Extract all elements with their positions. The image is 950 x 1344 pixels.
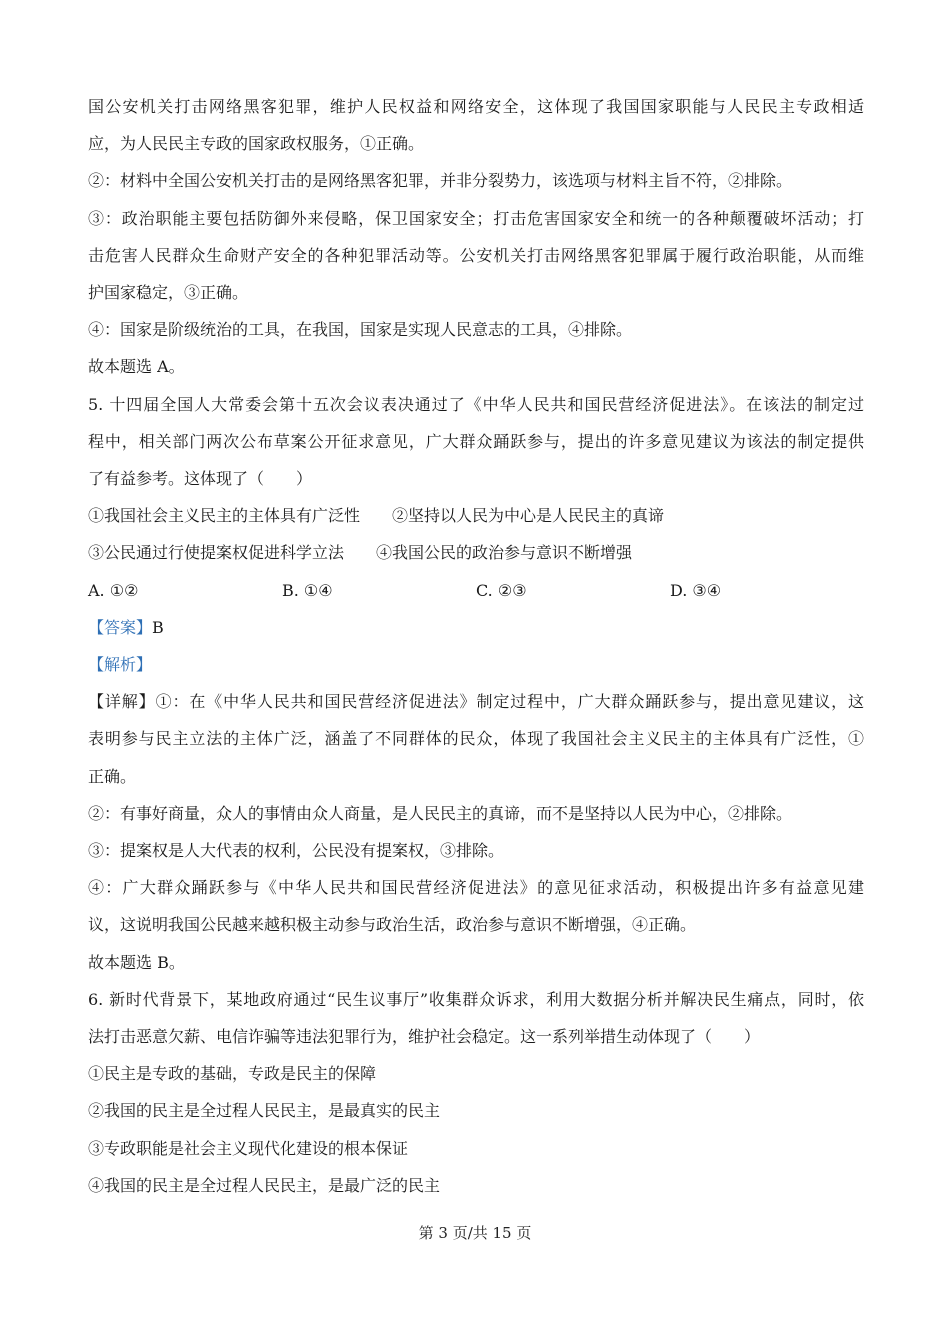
- body-line: 故本题选 A。: [88, 357, 185, 377]
- body-line: 应，为人民民主专政的国家政权服务，①正确。: [88, 134, 425, 154]
- detail-line: 表明参与民主立法的主体广泛，涵盖了不同群体的民众，体现了我国社会主义民主的主体具有广泛性，①: [88, 729, 864, 749]
- detail-line: ①民主是专政的基础，专政是民主的保障: [88, 1064, 377, 1084]
- answer-line: [88, 609, 864, 646]
- body-line: 程中，相关部门两次公布草案公开征求意见，广大群众踊跃参与，提出的许多意见建议为该法的制定提供: [88, 431, 864, 451]
- detail-line: 法打击恶意欠薪、电信诈骗等违法犯罪行为，维护社会稳定。这一系列举措生动体现了（ ）: [88, 1027, 761, 1047]
- q5-option-a: A. ①②: [88, 580, 139, 600]
- detail-line: 议，这说明我国公民越来越积极主动参与政治生活，政治参与意识不断增强，④正确。: [88, 915, 697, 935]
- body-line: 5. 十四届全国人大常委会第十五次会议表决通过了《中华人民共和国民营经济促进法》。在该法的制定过: [88, 394, 864, 414]
- answer-tag: 【答案】: [88, 617, 153, 637]
- text-block-detail: [88, 683, 864, 1204]
- detail-line: ④：广大群众踊跃参与《中华人民共和国民营经济促进法》的意见征求活动，积极提出许多有益意见建: [88, 878, 864, 898]
- page-content: [88, 88, 864, 1204]
- body-line: ④：国家是阶级统治的工具，在我国，国家是实现人民意志的工具，④排除。: [88, 320, 633, 340]
- body-line: ②：材料中全国公安机关打击的是网络黑客犯罪，并非分裂势力，该选项与材料主旨不符，②排除。: [88, 171, 793, 191]
- detail-line: ④我国的民主是全过程人民民主，是最广泛的民主: [88, 1175, 441, 1195]
- detail-line: [88, 683, 864, 720]
- body-line: ③：政治职能主要包括防御外来侵略，保卫国家安全；打击危害国家安全和统一的各种颠覆破坏活动；打: [88, 208, 864, 228]
- body-line: 国公安机关打击网络黑客犯罪，维护人民权益和网络安全，这体现了我国国家职能与人民民主专政相适: [88, 97, 864, 116]
- body-line: 击危害人民群众生命财产安全的各种犯罪活动等。公安机关打击网络黑客犯罪属于履行政治职能，从而维: [88, 245, 864, 265]
- detail-line: 6. 新时代背景下，某地政府通过“民生议事厅”收集群众诉求，利用大数据分析并解决民生痛点，同时，依: [88, 989, 864, 1009]
- detail-tag: 【详解】: [88, 692, 156, 712]
- detail-line: 正确。: [88, 766, 137, 786]
- detail-line-text: ①：在《中华人民共和国民营经济促进法》制定过程中，广大群众踊跃参与，提出意见建议，这: [155, 692, 864, 712]
- page-footer: 第 3 页/共 15 页: [418, 1224, 532, 1242]
- body-line: ①我国社会主义民主的主体具有广泛性 ②坚持以人民为中心是人民民主的真谛: [88, 506, 665, 526]
- q5-options: [88, 572, 864, 609]
- detail-line: ②我国的民主是全过程人民民主，是最真实的民主: [88, 1101, 441, 1121]
- q5-option-c: C. ②③: [476, 580, 527, 600]
- analysis-tag: 【解析】: [88, 655, 153, 675]
- body-line: 了有益参考。这体现了（ ）: [88, 469, 313, 489]
- body-line: 护国家稳定，③正确。: [88, 283, 249, 303]
- detail-line: ③：提案权是人大代表的权利，公民没有提案权，③排除。: [88, 841, 505, 861]
- q5-option-d: D. ③④: [670, 580, 722, 600]
- answer-value: B: [152, 617, 164, 637]
- detail-line: ③专政职能是社会主义现代化建设的根本保证: [88, 1138, 409, 1158]
- body-line: ③公民通过行使提案权促进科学立法 ④我国公民的政治参与意识不断增强: [88, 543, 633, 563]
- detail-line: 故本题选 B。: [88, 952, 185, 972]
- detail-line: ②：有事好商量，众人的事情由众人商量，是人民民主的真谛，而不是坚持以人民为中心，②排除。: [88, 803, 793, 823]
- q5-option-b: B. ①④: [282, 580, 333, 600]
- text-block-top: [88, 88, 864, 572]
